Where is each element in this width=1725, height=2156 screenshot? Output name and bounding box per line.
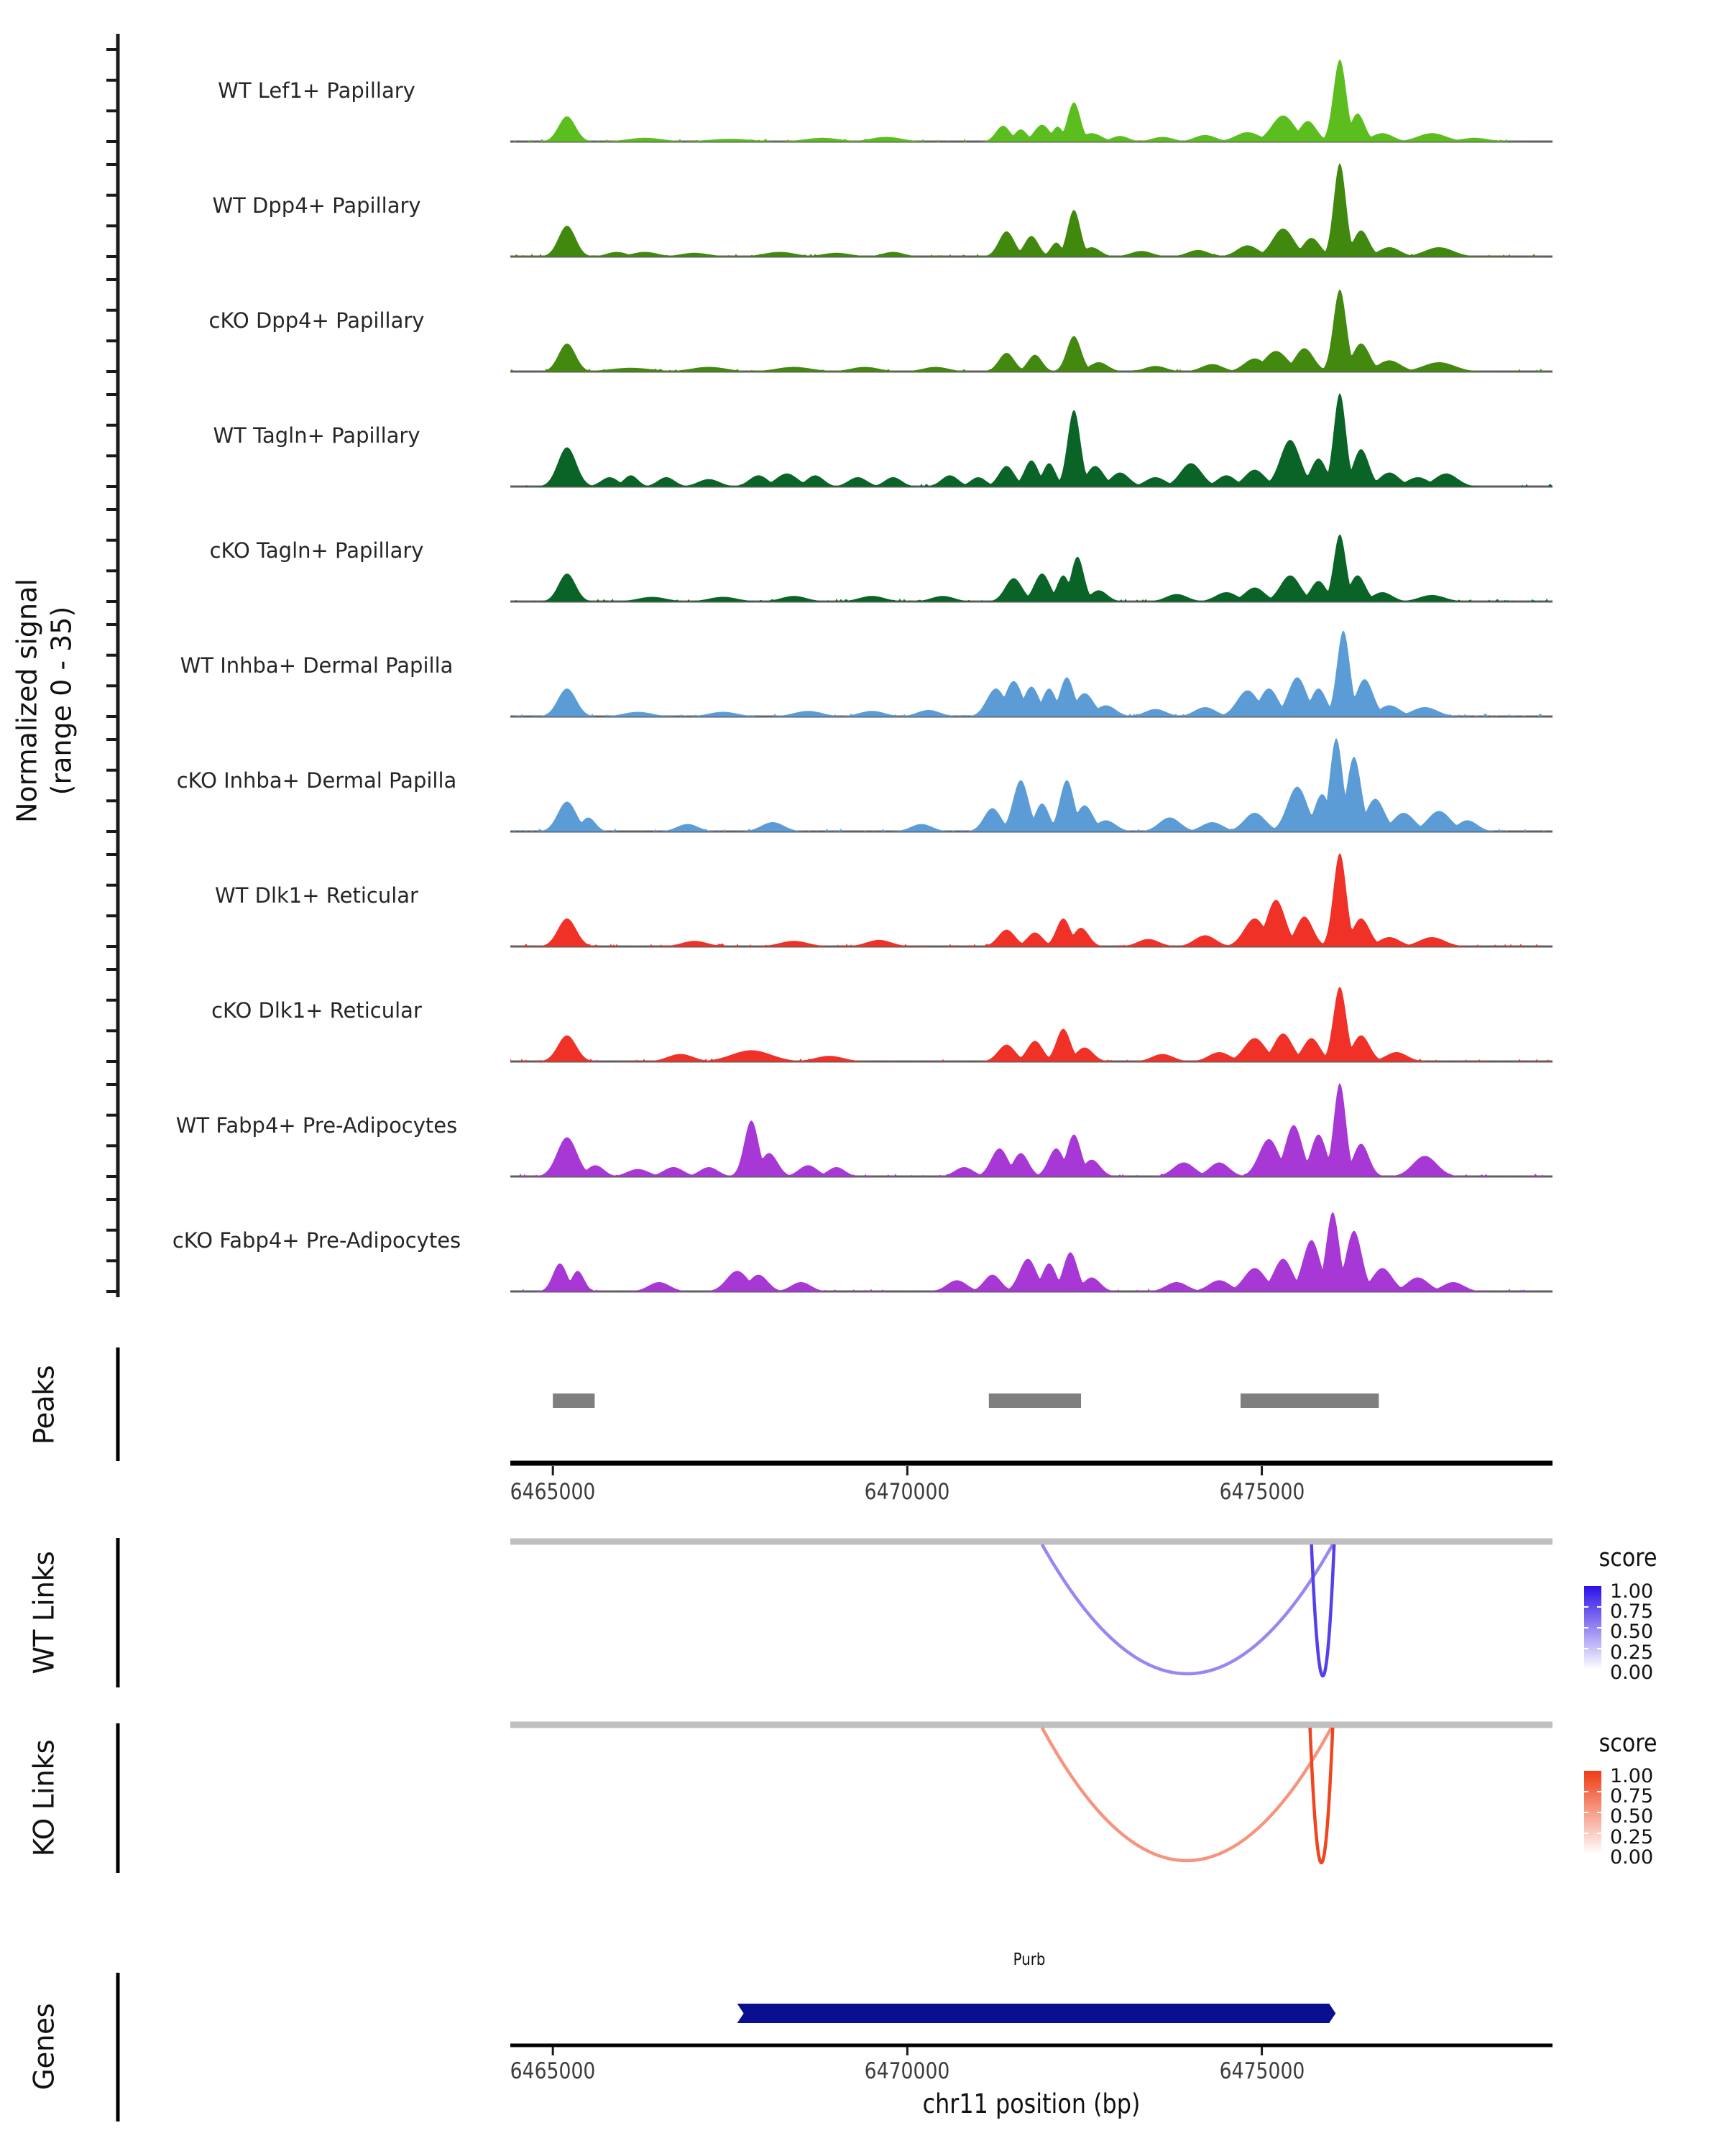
tick-text: 6465000: [510, 2058, 596, 2084]
signal-track-11: [510, 1212, 1552, 1292]
signal-track-10: [510, 1083, 1552, 1176]
signal-track-4: [510, 393, 1552, 487]
signal-track-8: [510, 853, 1552, 946]
x-axis-tick-6465000: [495, 2058, 610, 2084]
signal-track-5: [510, 534, 1552, 602]
wt-links-arc: [1042, 1544, 1333, 1674]
y-axis-label-line1: Normalized signal: [11, 579, 43, 823]
peak-region-box: [1241, 1393, 1379, 1408]
signal-track-7: [510, 739, 1552, 831]
gene-name-text: Purb: [1013, 1950, 1046, 1969]
track-label: WT Fabp4+ Pre-Adipocytes: [175, 1113, 458, 1138]
legend-tick: 0.00: [1610, 1846, 1654, 1869]
tick-text: 6470000: [864, 1479, 950, 1505]
track-label: cKO Inhba+ Dermal Papilla: [176, 768, 457, 793]
peaks-axis-tick-6465000: [495, 1479, 610, 1505]
peaks-axis-tick-6470000: [850, 1479, 965, 1505]
wt-links-legend-ticks: [1610, 1582, 1689, 1683]
track-label: cKO Fabp4+ Pre-Adipocytes: [172, 1228, 461, 1253]
section-label-genes: Genes: [28, 2003, 61, 2091]
peak-region-box: [989, 1393, 1081, 1408]
gene-body: [737, 2004, 1336, 2023]
track-label: cKO Tagln+ Papillary: [209, 538, 424, 563]
track-label: WT Dpp4+ Papillary: [212, 193, 421, 218]
x-axis-tick-6470000: [850, 2058, 965, 2084]
x-axis-title: [809, 2088, 1254, 2119]
y-axis-label-line2: (range 0 - 35): [45, 606, 77, 796]
tick-text: 6465000: [510, 1479, 596, 1505]
signal-track-1: [510, 60, 1552, 142]
track-label: cKO Dlk1+ Reticular: [211, 998, 422, 1023]
track-label: WT Tagln+ Papillary: [213, 423, 420, 448]
gene-name-label: [950, 1950, 1108, 1969]
section-label-ko-links: KO Links: [28, 1739, 61, 1857]
signal-track-3: [510, 290, 1552, 372]
legend-tick: 0.75: [1610, 1785, 1654, 1808]
wt-links-legend-title: [1574, 1544, 1682, 1572]
legend-tick: 1.00: [1610, 1580, 1654, 1603]
legend-tick: 0.75: [1610, 1600, 1654, 1623]
track-label: WT Inhba+ Dermal Papilla: [180, 653, 454, 678]
legend-title-text: score: [1598, 1729, 1657, 1758]
legend-tick: 0.50: [1610, 1805, 1654, 1828]
track-label: cKO Dpp4+ Papillary: [208, 308, 425, 333]
x-axis-title-text: chr11 position (bp): [922, 2088, 1141, 2119]
tick-text: 6470000: [864, 2058, 950, 2084]
x-axis-tick-6475000: [1205, 2058, 1320, 2084]
tick-text: 6475000: [1219, 2058, 1305, 2084]
ko-links-arc: [1042, 1728, 1331, 1861]
ko-links-legend-title: [1574, 1729, 1682, 1758]
section-label-peaks: Peaks: [28, 1365, 61, 1445]
track-label: WT Dlk1+ Reticular: [215, 883, 418, 908]
legend-tick: 0.00: [1610, 1661, 1654, 1684]
ko-links-legend-ticks: [1610, 1766, 1689, 1868]
signal-track-9: [510, 987, 1552, 1061]
section-label-wt-links: WT Links: [28, 1551, 61, 1674]
peaks-axis-tick-6475000: [1205, 1479, 1320, 1505]
signal-track-2: [510, 163, 1552, 257]
y-axis-label: [11, 579, 79, 823]
legend-tick: 1.00: [1610, 1765, 1654, 1787]
tick-text: 6475000: [1219, 1479, 1305, 1505]
legend-tick: 0.25: [1610, 1641, 1654, 1664]
track-label: WT Lef1+ Papillary: [218, 78, 415, 103]
peak-region-box: [553, 1393, 594, 1408]
signal-track-6: [510, 631, 1552, 717]
legend-title-text: score: [1598, 1544, 1657, 1572]
legend-tick: 0.25: [1610, 1825, 1654, 1848]
legend-tick: 0.50: [1610, 1621, 1654, 1644]
